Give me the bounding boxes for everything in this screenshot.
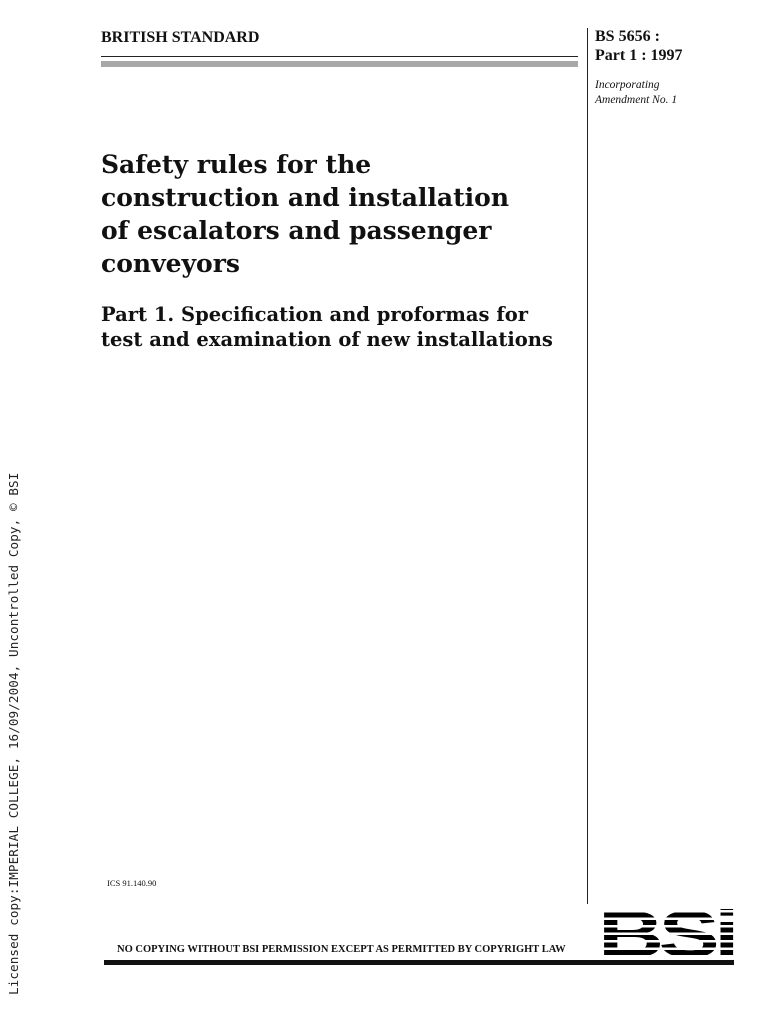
subtitle-line: test and examination of new installations bbox=[101, 328, 553, 351]
standard-number-line-2: Part 1 : 1997 bbox=[595, 47, 683, 64]
license-watermark: Licensed copy:IMPERIAL COLLEGE, 16/09/2004, Uncontrolled Copy, © BSI bbox=[6, 472, 21, 995]
amendment-line-1: Incorporating bbox=[595, 79, 660, 91]
title-line: construction and installation bbox=[101, 183, 510, 212]
document-title bbox=[101, 148, 571, 280]
document-subtitle bbox=[101, 302, 581, 352]
subtitle-line: Part 1. Specification and proformas for bbox=[101, 303, 528, 326]
ics-code: ICS 91.140.90 bbox=[107, 878, 157, 888]
bsi-logo bbox=[598, 905, 734, 965]
standard-number bbox=[595, 27, 683, 65]
standard-number-line-1: BS 5656 : bbox=[595, 28, 660, 45]
amendment-line-2: Amendment No. 1 bbox=[595, 94, 678, 106]
footer-rule bbox=[104, 960, 734, 965]
amendment-note bbox=[595, 78, 677, 108]
title-line: Safety rules for the bbox=[101, 150, 372, 179]
copyright-notice: NO COPYING WITHOUT BSI PERMISSION EXCEPT AS PERMITTED BY COPYRIGHT LAW bbox=[117, 944, 566, 955]
title-line: of escalators and passenger bbox=[101, 216, 492, 245]
vertical-divider bbox=[587, 28, 588, 904]
document-series-title: BRITISH STANDARD bbox=[101, 29, 260, 46]
header-rule bbox=[101, 56, 578, 57]
title-line: conveyors bbox=[101, 249, 240, 278]
header-rule-grey bbox=[101, 61, 578, 67]
